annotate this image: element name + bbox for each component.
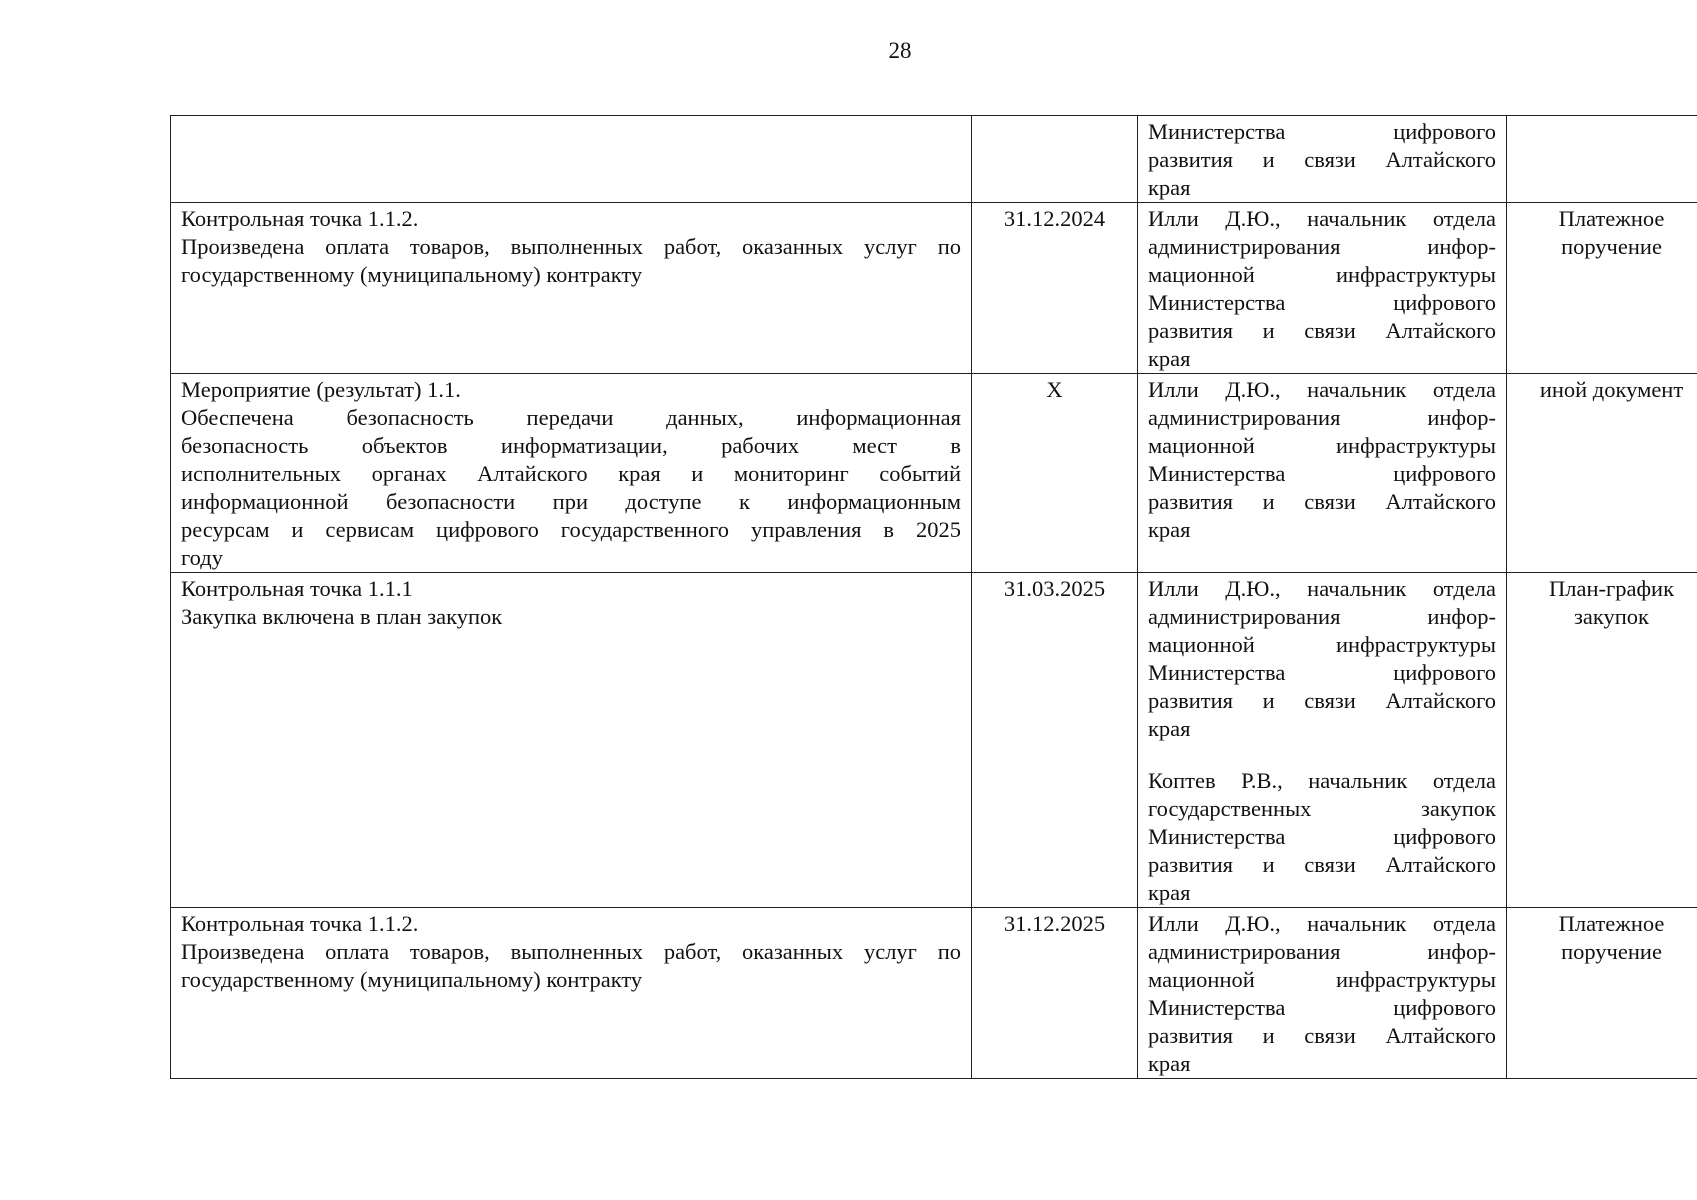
cell-line: края <box>1148 175 1191 200</box>
event-description-cell <box>171 374 972 573</box>
event-description-cell <box>171 116 972 203</box>
cell-line: Контрольная точка 1.1.2. <box>181 206 419 231</box>
cell-line: Илли Д.Ю., начальник отдела <box>1148 576 1496 601</box>
cell-line: Илли Д.Ю., начальник отдела <box>1148 911 1496 936</box>
cell-line: Министерства цифрового <box>1148 119 1496 144</box>
cell-line: развития и связи Алтайского <box>1148 1023 1496 1048</box>
cell-line: Министерства цифрового <box>1148 660 1496 685</box>
event-description-cell <box>171 203 972 374</box>
cell-line: администрирования инфор- <box>1148 604 1496 629</box>
cell-line: закупок <box>1574 604 1649 629</box>
event-description-cell <box>171 573 972 908</box>
cell-line: Илли Д.Ю., начальник отдела <box>1148 377 1496 402</box>
responsible-cell <box>1138 908 1507 1079</box>
cell-line: развития и связи Алтайского <box>1148 318 1496 343</box>
cell-line: Платежное <box>1558 911 1665 936</box>
document-type-cell <box>1507 908 1697 1079</box>
cell-line: мационной инфраструктуры <box>1148 967 1496 992</box>
cell-line: мационной инфраструктуры <box>1148 632 1496 657</box>
cell-line: государственному (муниципальному) контракту <box>181 262 643 287</box>
cell-line: Закупка включена в план закупок <box>181 604 503 629</box>
cell-line: развития и связи Алтайского <box>1148 147 1496 172</box>
cell-line: мационной инфраструктуры <box>1148 262 1496 287</box>
cell-line: Контрольная точка 1.1.1 <box>181 576 413 601</box>
deadline-cell: 31.03.2025 <box>972 573 1138 908</box>
cell-line: Контрольная точка 1.1.2. <box>181 911 419 936</box>
responsible-cell <box>1138 374 1507 573</box>
event-description-cell <box>171 908 972 1079</box>
cell-line: Коптев Р.В., начальник отдела <box>1148 768 1496 793</box>
cell-line: Министерства цифрового <box>1148 995 1496 1020</box>
document-type-cell <box>1507 116 1697 203</box>
responsible-cell <box>1138 116 1507 203</box>
cell-line: развития и связи Алтайского <box>1148 688 1496 713</box>
table-row <box>171 573 1697 908</box>
table-row <box>171 203 1697 374</box>
responsible-cell <box>1138 203 1507 374</box>
cell-line: администрирования инфор- <box>1148 405 1496 430</box>
cell-line: края <box>1148 716 1191 741</box>
deadline-cell: 31.12.2024 <box>972 203 1138 374</box>
cell-line: План-график <box>1548 576 1674 601</box>
cell-line: Произведена оплата товаров, выполненных работ, оказанных услуг по <box>181 939 961 964</box>
cell-line: поручение <box>1561 939 1662 964</box>
deadline-cell: Х <box>972 374 1138 573</box>
cell-line: иной документ <box>1539 377 1684 402</box>
cell-line: Министерства цифрового <box>1148 824 1496 849</box>
table-row <box>171 116 1697 203</box>
cell-line: исполнительных органах Алтайского края и мониторинг событий <box>181 461 961 486</box>
cell-line: края <box>1148 346 1191 371</box>
table-row <box>171 374 1697 573</box>
cell-line: безопасность объектов информатизации, рабочих мест в <box>181 433 961 458</box>
deadline-cell <box>972 116 1138 203</box>
cell-line: края <box>1148 1051 1191 1076</box>
table-body <box>171 116 1697 1079</box>
cell-line: государственных закупок <box>1148 796 1496 821</box>
cell-line: развития и связи Алтайского <box>1148 489 1496 514</box>
cell-line: администрирования инфор- <box>1148 234 1496 259</box>
deadline-cell: 31.12.2025 <box>972 908 1138 1079</box>
document-type-cell <box>1507 374 1697 573</box>
table-row <box>171 908 1697 1079</box>
cell-line: Илли Д.Ю., начальник отдела <box>1148 206 1496 231</box>
document-type-cell <box>1507 203 1697 374</box>
cell-line: поручение <box>1561 234 1662 259</box>
cell-line: администрирования инфор- <box>1148 939 1496 964</box>
cell-line: ресурсам и сервисам цифрового государственного управления в 2025 <box>181 517 961 542</box>
cell-line: Мероприятие (результат) 1.1. <box>181 377 461 402</box>
cell-line: развития и связи Алтайского <box>1148 852 1496 877</box>
responsible-cell <box>1138 573 1507 908</box>
page-number: 28 <box>888 38 912 63</box>
cell-line: Министерства цифрового <box>1148 290 1496 315</box>
cell-line: году <box>181 545 223 570</box>
cell-line: края <box>1148 880 1191 905</box>
cell-line: Платежное <box>1558 206 1665 231</box>
cell-line: Произведена оплата товаров, выполненных работ, оказанных услуг по <box>181 234 961 259</box>
document-type-cell <box>1507 573 1697 908</box>
block-gap <box>1148 743 1496 767</box>
cell-line: Министерства цифрового <box>1148 461 1496 486</box>
cell-line: мационной инфраструктуры <box>1148 433 1496 458</box>
plan-table <box>170 115 1697 1079</box>
cell-line: Обеспечена безопасность передачи данных, информационная <box>181 405 961 430</box>
cell-line: края <box>1148 517 1191 542</box>
cell-line: государственному (муниципальному) контракту <box>181 967 643 992</box>
cell-line: информационной безопасности при доступе к информационным <box>181 489 961 514</box>
